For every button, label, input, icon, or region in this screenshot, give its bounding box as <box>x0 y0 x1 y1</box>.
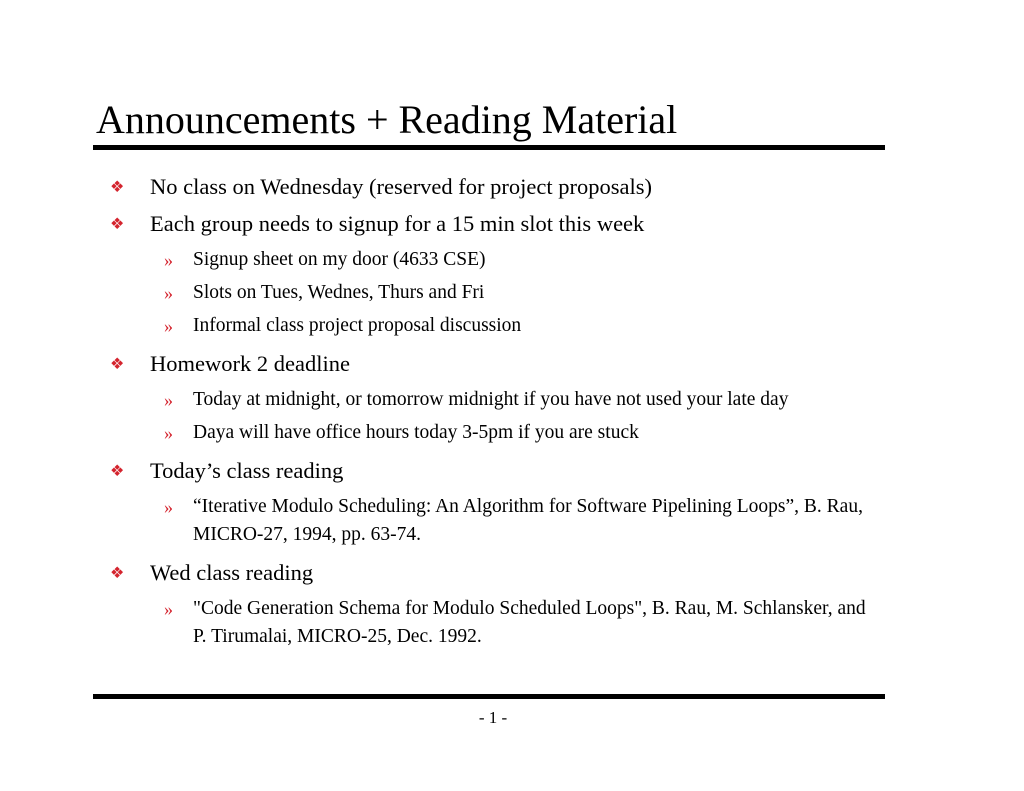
sub-list <box>150 386 870 447</box>
sub-list-item <box>164 386 873 414</box>
sub-list-item-text: Today at midnight, or tomorrow midnight if you have not used your late day <box>193 389 789 410</box>
chevron-right-icon: » <box>164 599 173 619</box>
list-item-text: Wed class reading <box>150 560 314 585</box>
sub-list-item-text: Daya will have office hours today 3-5pm if you are stuck <box>193 422 639 443</box>
sub-list-item-text: Slots on Tues, Wednes, Thurs and Fri <box>193 282 485 303</box>
slide-title: Announcements + Reading Material <box>96 97 678 142</box>
diamond-bullet-icon: ❖ <box>110 179 125 196</box>
list-item <box>110 210 870 340</box>
sub-list-item <box>164 595 873 651</box>
sub-list-item <box>164 419 873 447</box>
sub-list <box>150 246 870 340</box>
list-item-text: Today’s class reading <box>150 458 344 483</box>
sub-list <box>150 493 870 549</box>
list-item-text: No class on Wednesday (reserved for project proposals) <box>150 174 652 199</box>
list-item <box>110 559 870 651</box>
bullet-list <box>0 173 1024 661</box>
list-item-text: Homework 2 deadline <box>150 351 350 376</box>
sub-list-item <box>164 279 873 307</box>
bottom-divider <box>93 694 885 699</box>
diamond-bullet-icon: ❖ <box>110 463 125 480</box>
sub-list <box>150 595 870 651</box>
chevron-right-icon: » <box>164 250 173 270</box>
chevron-right-icon: » <box>164 423 173 443</box>
diamond-bullet-icon: ❖ <box>110 356 125 373</box>
top-divider <box>93 145 885 150</box>
chevron-right-icon: » <box>164 497 173 517</box>
sub-list-item <box>164 493 873 549</box>
list-item <box>110 173 870 200</box>
sub-list-item-text: "Code Generation Schema for Modulo Scheduled Loops", B. Rau, M. Schlansker, and P. Tirumalai, MICRO-25, Dec. 1992. <box>193 598 866 647</box>
diamond-bullet-icon: ❖ <box>110 216 125 233</box>
chevron-right-icon: » <box>164 390 173 410</box>
sub-list-item <box>164 312 873 340</box>
sub-list-item <box>164 246 873 274</box>
list-item-text: Each group needs to signup for a 15 min slot this week <box>150 211 645 236</box>
diamond-bullet-icon: ❖ <box>110 565 125 582</box>
sub-list-item-text: “Iterative Modulo Scheduling: An Algorithm for Software Pipelining Loops”, B. Rau, MICRO-27, 1994, pp. 63-74. <box>193 496 863 545</box>
chevron-right-icon: » <box>164 316 173 336</box>
chevron-right-icon: » <box>164 283 173 303</box>
sub-list-item-text: Informal class project proposal discussion <box>193 315 522 336</box>
list-item <box>110 457 870 549</box>
page-number: - 1 - <box>478 708 508 727</box>
sub-list-item-text: Signup sheet on my door (4633 CSE) <box>193 249 486 270</box>
list-item <box>110 350 870 447</box>
